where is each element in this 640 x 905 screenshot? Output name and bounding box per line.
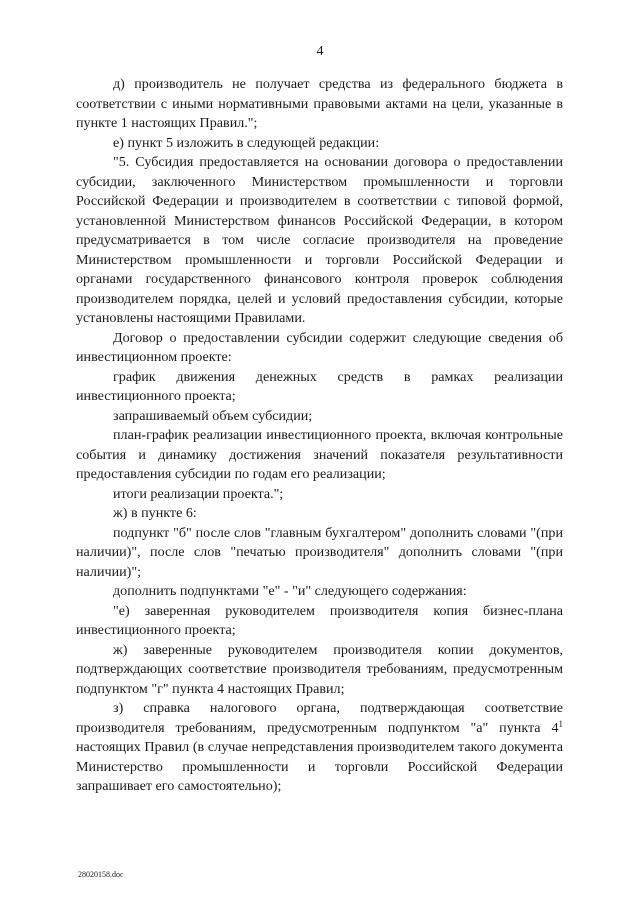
paragraph-clause-5: "5. Субсидия предоставляется на основании договора о предоставлении субсидии, заключенного Министерством промышленности и торговли Российской Федерации и производителем в соответствии с типовой формой, установленной Министерством финансов Российской Федерации, в котором предусматривается в том числе согласие производителя на проведение Министерством промышленности и торговли Российской Федерации и органами государственного финансового контроля проверок соблюдения производителем порядка, целей и условий предоставления субсидии, которые установлены настоящими Правилами. xyxy=(76,154,563,326)
paragraph-subpoint-z-text-end: настоящих Правил (в случае непредставления производителем такого документа Министерство промышленности и торговли Российской Федерации запрашивает его самостоятельно); xyxy=(76,739,563,794)
paragraph-subsidy-amount: запрашиваемый объем субсидии; xyxy=(113,407,313,424)
paragraph-subpoint-b: подпункт "б" после слов "главным бухгалтером" дополнить словами "(при наличии)", после слов "печатью производителя" дополнить словами "(при наличии)"; xyxy=(76,524,563,580)
document-body xyxy=(76,75,563,797)
paragraph-subpoint-e: "е) заверенная руководителем производителя копия бизнес-плана инвестиционного проекта; xyxy=(76,602,563,638)
paragraph-item-zh: ж) в пункте 6: xyxy=(113,505,197,521)
superscript: 1 xyxy=(558,718,563,729)
paragraph-add-subpoints: дополнить подпунктами "е" - "и" следующего содержания: xyxy=(113,583,467,599)
paragraph-item-d: д) производитель не получает средства из федерального бюджета в соответствии с иными нормативными правовыми актами на цели, указанные в пункте 1 настоящих Правил."; xyxy=(76,76,563,131)
paragraph-agreement-info: Договор о предоставлении субсидии содержит следующие сведения об инвестиционном проекте: xyxy=(76,329,563,365)
paragraph-subpoint-zh: ж) заверенные руководителем производителя копии документов, подтверждающих соответствие производителя требованиям, предусмотренным подпунктом "г" пункта 4 настоящих Правил; xyxy=(76,641,563,697)
document-file-id: 28020158.doc xyxy=(78,870,124,879)
paragraph-subpoint-z xyxy=(76,699,563,797)
paragraph-subpoint-z-text: з) справка налогового органа, подтверждающая соответствие производителя требованиям, предусмотренным подпунктом "а" пункта 4 xyxy=(76,700,563,736)
page-number: 4 xyxy=(316,44,324,59)
paragraph-schedule: план-график реализации инвестиционного проекта, включая контрольные события и динамику достижения значений показателя результативности предоставления субсидии по годам его реализации; xyxy=(76,427,563,482)
paragraph-cash-flow: график движения денежных средств в рамках реализации инвестиционного проекта; xyxy=(76,368,563,404)
paragraph-results: итоги реализации проекта."; xyxy=(113,485,284,502)
paragraph-item-e: е) пункт 5 изложить в следующей редакции: xyxy=(113,134,380,151)
